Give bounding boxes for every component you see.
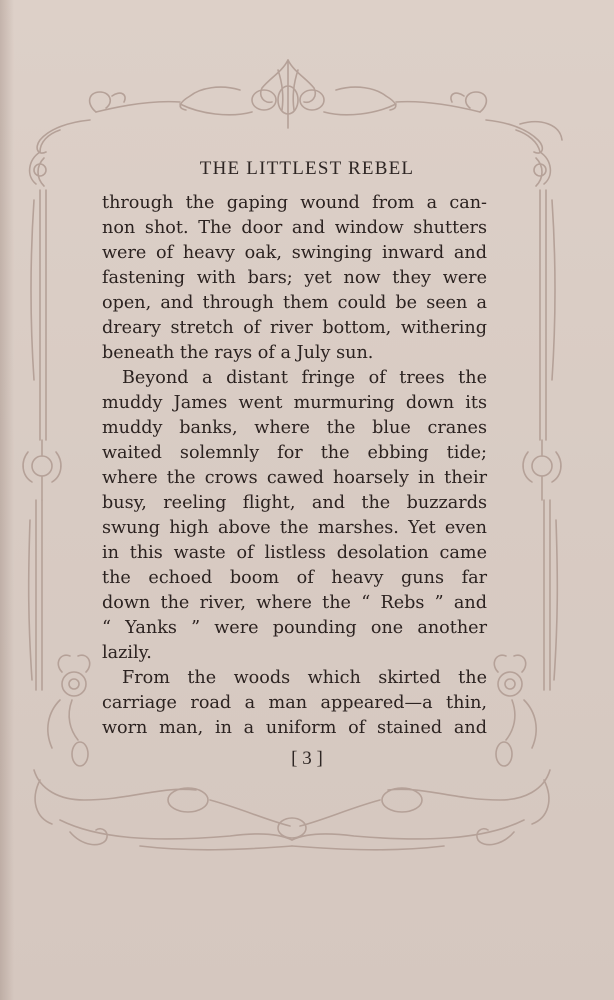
text-line: Beyond a distant fringe of trees the: [122, 368, 487, 388]
text-line: “ Yanks ” were pounding one another: [102, 618, 487, 638]
text-line: worn man, in a uniform of stained and: [102, 718, 487, 738]
text-line: swung high above the marshes. Yet even: [102, 518, 487, 538]
bottom-frieze-ornament: [34, 770, 550, 850]
top-crest-ornament: [180, 60, 396, 128]
left-side-rules: [29, 190, 46, 690]
text-line: down the river, where the “ Rebs ” and: [102, 593, 487, 613]
text-line: fastening with bars; yet now they were: [102, 268, 487, 288]
text-line: busy, reeling flight, and the buzzards: [102, 493, 487, 513]
top-left-flourish: [37, 92, 180, 153]
text-line: in this waste of listless desolation came: [102, 543, 487, 563]
text-line: carriage road a man appeared—a thin,: [102, 693, 487, 713]
page-number: [ 3 ]: [291, 748, 323, 769]
left-middle-ornament: [23, 440, 61, 500]
text-line: dreary stretch of river bottom, withering: [102, 318, 487, 338]
text-line: the echoed boom of heavy guns far: [102, 568, 487, 588]
text-line: beneath the rays of a July sun.: [102, 343, 374, 363]
text-line: through the gaping wound from a can-: [102, 193, 487, 213]
text-line: open, and through them could be seen a: [102, 293, 487, 313]
text-line: lazily.: [102, 643, 152, 663]
right-middle-ornament: [523, 440, 561, 500]
body-text: [102, 191, 487, 741]
top-right-flourish: [396, 92, 562, 153]
text-line: where the crows cawed hoarsely in their: [102, 468, 487, 488]
running-head: THE LITTLEST REBEL: [199, 158, 415, 179]
text-line: From the woods which skirted the: [122, 668, 487, 688]
text-line: muddy James went murmuring down its: [102, 393, 487, 413]
text-line: muddy banks, where the blue cranes: [102, 418, 487, 438]
text-line: were of heavy oak, swinging inward and: [102, 243, 487, 263]
text-line: waited solemnly for the ebbing tide;: [102, 443, 487, 463]
text-line: non shot. The door and window shutters: [102, 218, 487, 238]
